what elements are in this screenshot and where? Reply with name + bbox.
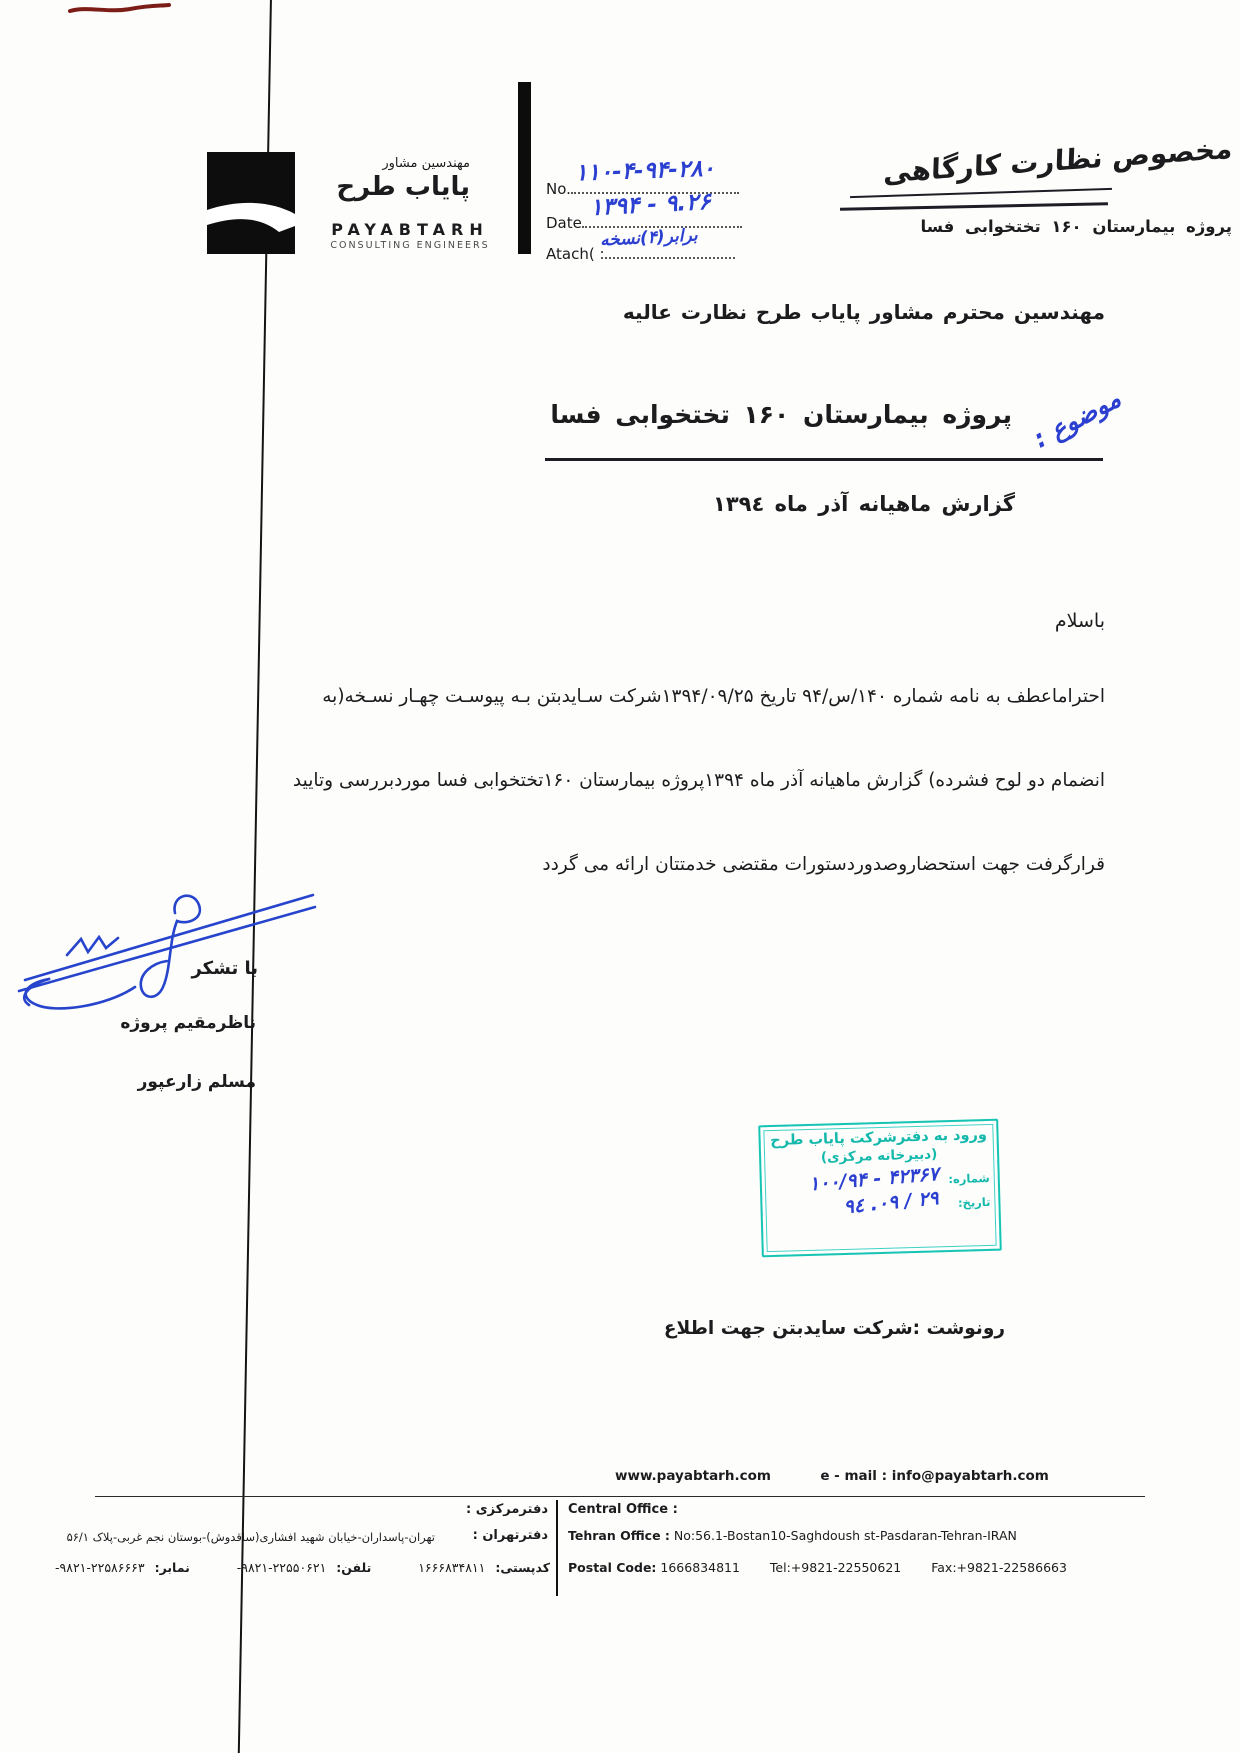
footer-fa-contact-row <box>55 1560 550 1575</box>
stamp-number-handwriting: ۱۰۰/۹۴ - ۴۲۳۶۷ <box>808 1162 940 1196</box>
secretariat-entry-stamp <box>758 1119 1002 1258</box>
ref-no-handwriting: ۱۱۰-۴-۹۴-۲۸۰ <box>574 155 716 187</box>
footer-fa-tehran-address: تهران-پاسداران-خیابان شهید افشاری(ساقدوش)-بوستان نجم غربی-پلاک ۵۶/۱ <box>66 1530 435 1544</box>
email-link: e - mail : info@payabtarh.com <box>820 1468 1049 1484</box>
signer-name: مسلم زارعپور <box>137 1072 256 1092</box>
stamp-date-label: تاریخ: <box>957 1194 991 1210</box>
footer-en-central-label: Central Office : <box>568 1502 678 1517</box>
stamp-date-row <box>770 1189 991 1217</box>
ref-date-label: Date <box>546 214 582 232</box>
ref-no-label: No. <box>546 180 571 198</box>
project-title-top: پروژه بیمارستان ۱۶۰ تختخوابی فسا <box>920 217 1232 236</box>
stamp-date-handwriting: ۹٤ .۰۹ / ۲۹ <box>842 1187 940 1219</box>
footer-en-contact-row <box>568 1560 1067 1575</box>
footer-en-fax: Fax:+9821-22586663 <box>931 1560 1067 1575</box>
letterhead-divider-bar <box>518 82 531 254</box>
ref-atach-label: Atach( : <box>546 245 605 263</box>
red-pen-mark <box>68 2 172 18</box>
footer-fa-tehran-label: دفترتهران : <box>472 1528 548 1543</box>
subject-line: گزارش ماهیانه آذر ماه ۱۳۹٤ <box>713 492 1015 516</box>
closing-thanks: با تشکر <box>191 958 258 979</box>
signer-role: ناظرمقیم پروژه <box>120 1013 256 1033</box>
salutation: باسلام <box>1054 610 1105 632</box>
footer-en-postal-label: Postal Code: <box>568 1560 657 1575</box>
footer-en-tel: Tel:+9821-22550621 <box>769 1560 902 1575</box>
subject-handwriting: موضوع : <box>1028 383 1126 454</box>
footer-fa-tel: تلفن: -۹۸۲۱-۲۲۵۵۰۶۲۱ <box>236 1560 372 1575</box>
footer-fa-central-label: دفترمرکزی : <box>466 1502 548 1517</box>
footer-en-tehran-label: Tehran Office : <box>568 1528 670 1543</box>
body-line-3: قرارگرفت جهت استحضاروصدوردستورات مقتضی خدمتتان ارائه می گردد <box>542 854 1105 875</box>
stamp-number-label: شماره: <box>948 1170 990 1187</box>
body-line-1: احتراماعطف به نامه شماره ۱۴۰/س/۹۴ تاریخ ۱۳۹۴/۰۹/۲۵شرکت سـایدبتن بـه پیوسـت چهـار نسـخه(به <box>322 686 1105 707</box>
stamp-line-2: (دبیرخانه مرکزی) <box>820 1146 938 1166</box>
addressee-line: مهندسین محترم مشاور پایاب طرح نظارت عالیه <box>622 300 1105 324</box>
footer-en-tehran-address: No:56.1-Bostan10-Saghdoush st-Pasdaran-Tehran-IRAN <box>673 1528 1017 1543</box>
footer-top-rule <box>95 1496 1145 1497</box>
org-subtitle-en: CONSULTING ENGINEERS <box>330 240 490 251</box>
project-title-line: پروژه بیمارستان ۱۶۰ تختخوابی فسا <box>550 400 1012 429</box>
website-link: www.payabtarh.com <box>615 1468 771 1484</box>
org-name-fa-small: مهندسین مشاور <box>382 156 470 171</box>
subject-underline <box>545 458 1103 461</box>
stamp-line-1: ورود به دفترشرکت پایاب طرح <box>770 1126 988 1150</box>
ref-atach-handwriting: برابر(۴)نسخه <box>599 225 699 251</box>
cc-line: رونوشت :شرکت سایدبتن جهت اطلاع <box>663 1318 1005 1339</box>
signature-scribble <box>15 855 330 1020</box>
footer-column-divider <box>556 1500 558 1596</box>
ref-date-handwriting: ۱۳۹۴ - ۹.۲۶ <box>589 188 712 222</box>
company-logo <box>207 152 295 254</box>
heading-underline-2 <box>840 202 1108 211</box>
heading-underline-1 <box>850 188 1112 198</box>
footer-en-tehran-row <box>568 1528 1017 1543</box>
footer-fa-postal: کدپستی: ۱۶۶۶۸۳۴۸۱۱ <box>418 1560 550 1575</box>
footer-en-postal-value: 1666834811 <box>660 1560 740 1575</box>
workshop-supervision-heading: مخصوص نظارت کارگاهی <box>882 131 1234 190</box>
org-name-en: PAYABTARH <box>331 220 489 239</box>
footer-fa-fax: نمابر: -۹۸۲۱-۲۲۵۸۶۶۶۳ <box>55 1560 190 1575</box>
logo-swoosh-icon <box>207 152 295 254</box>
website-email-row <box>615 1468 1049 1484</box>
body-line-2: انضمام دو لوح فشرده) گزارش ماهیانه آذر ماه ۱۳۹۴پروژه بیمارستان ۱۶۰تختخوابی فسا موردبررسی وتایید <box>292 770 1105 791</box>
org-name-fa: پایاب طرح <box>336 172 470 202</box>
